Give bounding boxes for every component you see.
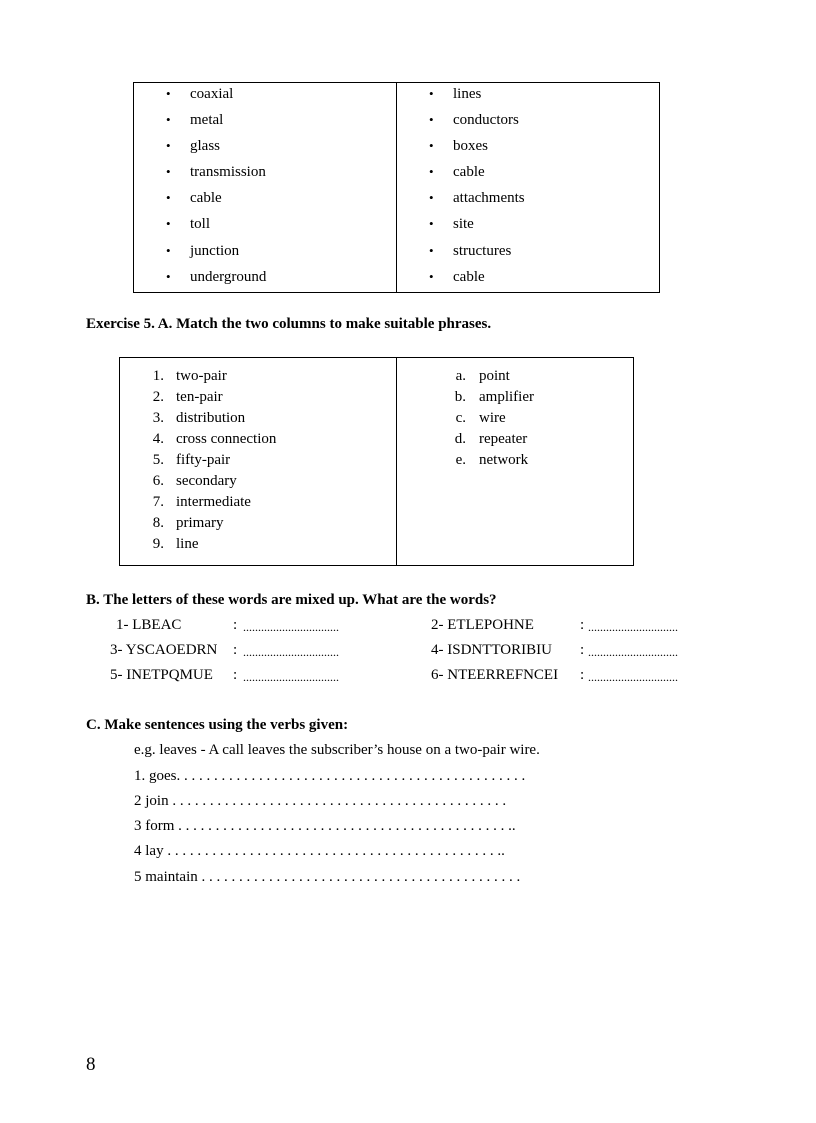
colon: :	[580, 642, 585, 658]
exercise5-heading: Exercise 5. A. Match the two columns to make suitable phrases.	[86, 316, 492, 332]
sentence-line: 4 lay . . . . . . . . . . . . . . . . . . . . . . . . . . . . . . . . . . . . . . . . . . . . ..	[134, 843, 505, 859]
list-item: • cable	[429, 269, 485, 285]
answer-blank: ..............................	[588, 670, 678, 684]
answer-blank: ..............................	[588, 645, 678, 659]
list-item: • toll	[166, 216, 211, 232]
list-item: • boxes	[429, 138, 488, 154]
list-item: • cable	[166, 190, 222, 206]
list-item: • junction	[166, 243, 240, 259]
right-word-column	[397, 83, 659, 292]
sentence-line: 2 join . . . . . . . . . . . . . . . . . . . . . . . . . . . . . . . . . . . . . . . . . . . . .	[134, 793, 507, 809]
page-number: 8	[86, 1054, 96, 1075]
answer-blank: ..............................	[588, 620, 678, 634]
scramble-label: 6- NTEERREFNCEI	[431, 667, 559, 683]
answer-blank: ................................	[243, 645, 339, 659]
sentence-line: 1. goes. . . . . . . . . . . . . . . . . . . . . . . . . . . . . . . . . . . . . . . . . . . . . . .	[134, 768, 526, 784]
scramble-label: 1- LBEAC	[116, 617, 182, 633]
list-item: • lines	[429, 86, 482, 102]
list-item: • underground	[166, 269, 267, 285]
answer-blank: ................................	[243, 620, 339, 634]
colon: :	[580, 667, 585, 683]
list-item: • conductors	[429, 112, 519, 128]
matching-table	[119, 357, 634, 566]
example-sentence: e.g. leaves - A call leaves the subscriber’s house on a two-pair wire.	[134, 742, 540, 758]
colon: :	[233, 642, 238, 658]
list-item: • cable	[429, 164, 485, 180]
list-item: • attachments	[429, 190, 525, 206]
colon: :	[233, 617, 238, 633]
scramble-label: 4- ISDNTTORIBIU	[431, 642, 552, 658]
list-item: • structures	[429, 243, 512, 259]
sentence-line: 3 form . . . . . . . . . . . . . . . . . . . . . . . . . . . . . . . . . . . . . . . . . . . . ..	[134, 818, 516, 834]
list-item: • coaxial	[166, 86, 234, 102]
list-item: • metal	[166, 112, 224, 128]
left-match-column: 1. two-pair 2. ten-pair 3. distribution 4. cross connection 5. fifty-pair 6. secondary 7. intermediate 8. primary 9. line	[120, 358, 397, 565]
list-item: • transmission	[166, 164, 266, 180]
list-item: • site	[429, 216, 474, 232]
scramble-label: 2- ETLEPOHNE	[431, 617, 534, 633]
section-b-heading: B. The letters of these words are mixed up. What are the words?	[86, 592, 497, 608]
colon: :	[233, 667, 238, 683]
sentence-line: 5 maintain . . . . . . . . . . . . . . . . . . . . . . . . . . . . . . . . . . . . . . . . . . .	[134, 869, 521, 885]
section-c-heading: C. Make sentences using the verbs given:	[86, 717, 349, 733]
word-columns-table	[133, 82, 660, 293]
left-word-column	[134, 83, 397, 292]
right-match-column: a. point b. amplifier c. wire d. repeater e. network	[454, 368, 534, 468]
list-item: • glass	[166, 138, 220, 154]
scramble-label: 3- YSCAOEDRN	[110, 642, 218, 658]
answer-blank: ................................	[243, 670, 339, 684]
colon: :	[580, 617, 585, 633]
scramble-label: 5- INETPQMUE	[110, 667, 213, 683]
